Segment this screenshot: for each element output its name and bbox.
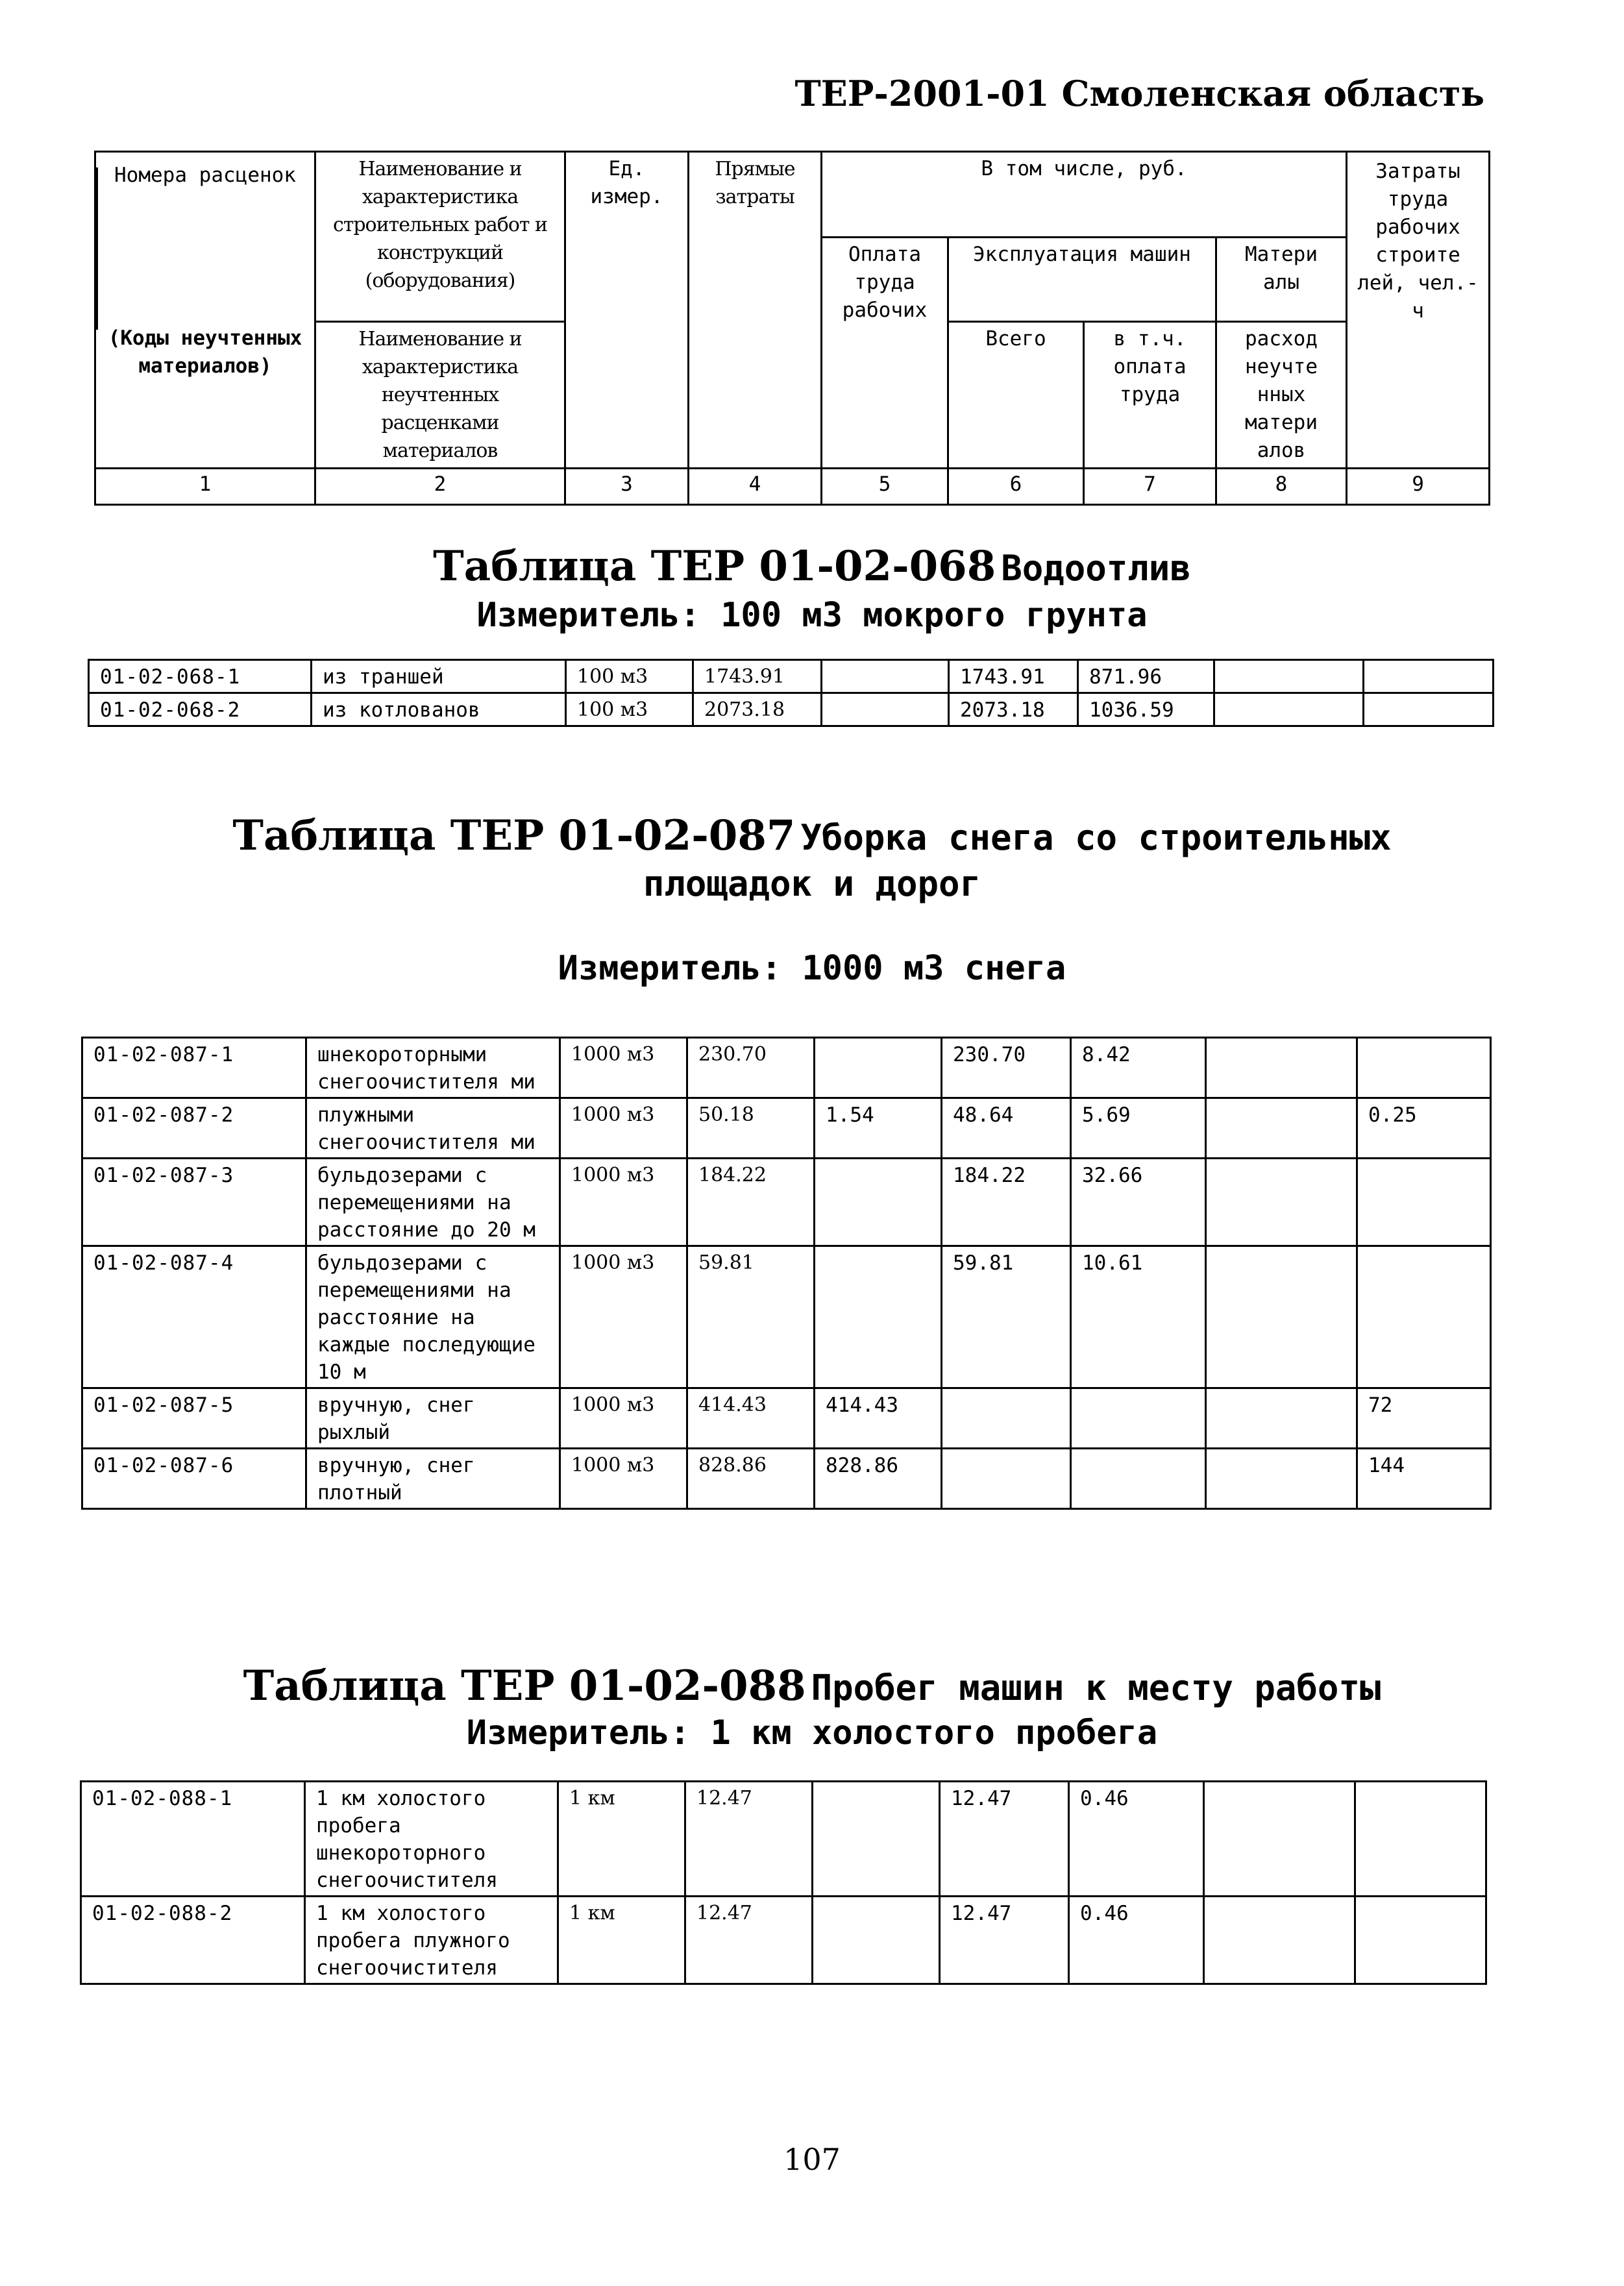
machines-pay: 5.69 bbox=[1071, 1098, 1206, 1159]
labor-costs: 0.25 bbox=[1357, 1098, 1491, 1159]
section-title-continued: площадок и дорог bbox=[643, 863, 981, 904]
section-title-name: Пробег машин к месту работы bbox=[811, 1667, 1381, 1708]
labor-costs: 144 bbox=[1357, 1449, 1491, 1509]
materials bbox=[1204, 1782, 1355, 1897]
header-number: 4 bbox=[689, 469, 822, 505]
machines-pay bbox=[1071, 1449, 1206, 1509]
work-name: 1 км холостого пробега плужного снегоочистителя bbox=[305, 1897, 558, 1984]
header-number: 8 bbox=[1216, 469, 1347, 505]
header-number: 9 bbox=[1347, 469, 1490, 505]
worker-pay bbox=[815, 1038, 942, 1098]
header-labor: Затраты труда рабочих строите лей, чел.-ч bbox=[1347, 152, 1490, 469]
rates-table bbox=[81, 1037, 1492, 1510]
materials bbox=[1206, 1159, 1357, 1246]
worker-pay: 1.54 bbox=[815, 1098, 942, 1159]
unit: 1000 м3 bbox=[560, 1098, 687, 1159]
unit: 1000 м3 bbox=[560, 1038, 687, 1098]
labor-costs bbox=[1355, 1897, 1486, 1984]
page-header: ТЕР-2001-01 Смоленская область bbox=[794, 73, 1484, 114]
labor-costs bbox=[1355, 1782, 1486, 1897]
direct-costs: 414.43 bbox=[687, 1388, 815, 1449]
machines-pay bbox=[1071, 1388, 1206, 1449]
worker-pay bbox=[815, 1246, 942, 1388]
rate-code: 01-02-087-4 bbox=[82, 1246, 306, 1388]
section-measure: Измеритель: 1 км холостого пробега bbox=[466, 1714, 1158, 1752]
worker-pay: 828.86 bbox=[815, 1449, 942, 1509]
section-title-code: Таблица ТЕР 01-02-087 bbox=[232, 811, 796, 860]
section-title-name: Водоотлив bbox=[1001, 548, 1191, 589]
table-row bbox=[81, 1897, 1486, 1984]
machines-total: 12.47 bbox=[940, 1897, 1069, 1984]
rate-code: 01-02-087-5 bbox=[82, 1388, 306, 1449]
work-name: из котлованов bbox=[312, 693, 566, 726]
header-materials-consumption: расход неучте нных матери алов bbox=[1216, 322, 1347, 469]
unit: 100 м3 bbox=[566, 693, 693, 726]
worker-pay bbox=[813, 1897, 940, 1984]
machines-pay: 0.46 bbox=[1069, 1782, 1204, 1897]
machines-total: 2073.18 bbox=[949, 693, 1078, 726]
worker-pay bbox=[822, 660, 949, 693]
materials bbox=[1206, 1038, 1357, 1098]
table-row bbox=[89, 660, 1494, 693]
table-row bbox=[81, 1782, 1486, 1897]
unit: 1000 м3 bbox=[560, 1159, 687, 1246]
table-row bbox=[82, 1449, 1491, 1509]
rate-code: 01-02-068-1 bbox=[89, 660, 312, 693]
machines-total bbox=[942, 1449, 1071, 1509]
machines-total bbox=[942, 1388, 1071, 1449]
page-number: 107 bbox=[783, 2142, 841, 2177]
section-measure: Измеритель: 1000 м3 снега bbox=[558, 949, 1066, 988]
work-name: плужными снегоочистителя ми bbox=[306, 1098, 560, 1159]
rates-table-body bbox=[81, 1782, 1486, 1984]
header-including: В том числе, руб. bbox=[822, 152, 1347, 238]
labor-costs bbox=[1364, 693, 1494, 726]
labor-costs: 72 bbox=[1357, 1388, 1491, 1449]
header-machines: Эксплуатация машин bbox=[948, 238, 1216, 322]
materials bbox=[1206, 1098, 1357, 1159]
materials bbox=[1214, 660, 1364, 693]
machines-total: 230.70 bbox=[942, 1038, 1071, 1098]
work-name: вручную, снег рыхлый bbox=[306, 1388, 560, 1449]
machines-pay: 10.61 bbox=[1071, 1246, 1206, 1388]
rate-code: 01-02-087-6 bbox=[82, 1449, 306, 1509]
rates-table-body bbox=[89, 660, 1494, 726]
header-machines-pay: в т.ч. оплата труда bbox=[1084, 322, 1216, 469]
worker-pay bbox=[815, 1159, 942, 1246]
labor-costs bbox=[1357, 1038, 1491, 1098]
machines-pay: 1036.59 bbox=[1078, 693, 1214, 726]
worker-pay bbox=[813, 1782, 940, 1897]
header-number: 6 bbox=[948, 469, 1084, 505]
rate-code: 01-02-088-2 bbox=[81, 1897, 305, 1984]
direct-costs: 2073.18 bbox=[693, 693, 822, 726]
header-pay: Оплата труда рабочих bbox=[822, 238, 948, 469]
section-title-code: Таблица ТЕР 01-02-088 bbox=[243, 1662, 806, 1710]
worker-pay bbox=[822, 693, 949, 726]
table-row bbox=[82, 1246, 1491, 1388]
direct-costs: 12.47 bbox=[685, 1782, 813, 1897]
worker-pay: 414.43 bbox=[815, 1388, 942, 1449]
labor-costs bbox=[1357, 1246, 1491, 1388]
header-number: 3 bbox=[565, 469, 689, 505]
work-name: 1 км холостого пробега шнекороторного снегоочистителя bbox=[305, 1782, 558, 1897]
rate-code: 01-02-068-2 bbox=[89, 693, 312, 726]
machines-pay: 871.96 bbox=[1078, 660, 1214, 693]
unit: 1 км bbox=[558, 1782, 685, 1897]
materials bbox=[1206, 1449, 1357, 1509]
direct-costs: 12.47 bbox=[685, 1897, 813, 1984]
section-title-name: Уборка снега со строительных bbox=[800, 817, 1392, 858]
rate-code: 01-02-087-3 bbox=[82, 1159, 306, 1246]
materials bbox=[1204, 1897, 1355, 1984]
section-title bbox=[0, 542, 1624, 591]
direct-costs: 1743.91 bbox=[693, 660, 822, 693]
rate-code: 01-02-088-1 bbox=[81, 1782, 305, 1897]
header-codes: Номера расценок bbox=[95, 152, 315, 322]
unit: 1000 м3 bbox=[560, 1388, 687, 1449]
header-materials: Матери алы bbox=[1216, 238, 1347, 322]
table-row bbox=[89, 693, 1494, 726]
labor-costs bbox=[1364, 660, 1494, 693]
rates-table bbox=[80, 1780, 1487, 1985]
work-name: бульдозерами с перемещениями на расстояние до 20 м bbox=[306, 1159, 560, 1246]
table-row bbox=[82, 1159, 1491, 1246]
column-header-table bbox=[94, 151, 1490, 506]
header-unaccounted-materials: Наименование и характеристика неучтенных расценками материалов bbox=[315, 322, 565, 469]
header-number: 1 bbox=[95, 469, 315, 505]
machines-total: 1743.91 bbox=[949, 660, 1078, 693]
rate-code: 01-02-087-1 bbox=[82, 1038, 306, 1098]
unit: 1000 м3 bbox=[560, 1449, 687, 1509]
direct-costs: 230.70 bbox=[687, 1038, 815, 1098]
section-measure: Измеритель: 100 м3 мокрого грунта bbox=[476, 596, 1148, 635]
work-name: вручную, снег плотный bbox=[306, 1449, 560, 1509]
machines-total: 59.81 bbox=[942, 1246, 1071, 1388]
labor-costs bbox=[1357, 1159, 1491, 1246]
materials bbox=[1214, 693, 1364, 726]
rates-table bbox=[88, 659, 1494, 727]
machines-total: 184.22 bbox=[942, 1159, 1071, 1246]
materials bbox=[1206, 1388, 1357, 1449]
table-row bbox=[82, 1098, 1491, 1159]
machines-total: 12.47 bbox=[940, 1782, 1069, 1897]
header-work-name: Наименование и характеристика строительных работ и конструкций (оборудования) bbox=[315, 152, 565, 322]
header-codes-unaccounted: (Коды неучтенных материалов) bbox=[95, 322, 315, 469]
header-number: 7 bbox=[1084, 469, 1216, 505]
direct-costs: 50.18 bbox=[687, 1098, 815, 1159]
unit: 1 км bbox=[558, 1897, 685, 1984]
header-number: 5 bbox=[822, 469, 948, 505]
header-number: 2 bbox=[315, 469, 565, 505]
rate-code: 01-02-087-2 bbox=[82, 1098, 306, 1159]
machines-pay: 32.66 bbox=[1071, 1159, 1206, 1246]
header-unit: Ед. измер. bbox=[565, 152, 689, 469]
work-name: из траншей bbox=[312, 660, 566, 693]
header-direct-costs: Прямые затраты bbox=[689, 152, 822, 469]
machines-pay: 8.42 bbox=[1071, 1038, 1206, 1098]
direct-costs: 59.81 bbox=[687, 1246, 815, 1388]
table-row bbox=[82, 1388, 1491, 1449]
materials bbox=[1206, 1246, 1357, 1388]
work-name: бульдозерами с перемещениями на расстояние на каждые последующие 10 м bbox=[306, 1246, 560, 1388]
section-title bbox=[0, 1662, 1624, 1710]
direct-costs: 184.22 bbox=[687, 1159, 815, 1246]
work-name: шнекороторными снегоочистителя ми bbox=[306, 1038, 560, 1098]
rates-table-body bbox=[82, 1038, 1491, 1509]
unit: 1000 м3 bbox=[560, 1246, 687, 1388]
direct-costs: 828.86 bbox=[687, 1449, 815, 1509]
unit: 100 м3 bbox=[566, 660, 693, 693]
section-title bbox=[0, 811, 1624, 860]
machines-pay: 0.46 bbox=[1069, 1897, 1204, 1984]
section-title-code: Таблица ТЕР 01-02-068 bbox=[433, 542, 996, 591]
header-machines-total: Всего bbox=[948, 322, 1084, 469]
machines-total: 48.64 bbox=[942, 1098, 1071, 1159]
table-row bbox=[82, 1038, 1491, 1098]
